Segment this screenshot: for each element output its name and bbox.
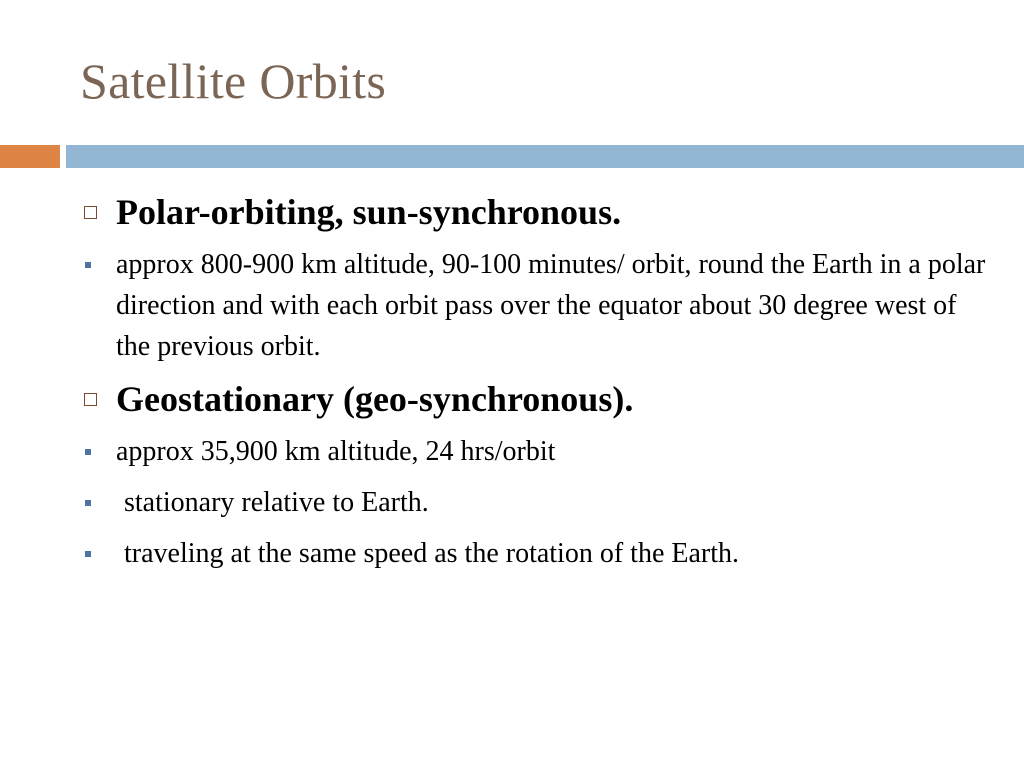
bullet-item-polar-details — [80, 244, 990, 367]
bullet-text: traveling at the same speed as the rotation of the Earth. — [124, 538, 740, 569]
bullet-text: Polar-orbiting, sun-synchronous. — [116, 192, 622, 232]
bullet-item-geostationary — [80, 377, 990, 421]
bullet-text: stationary relative to Earth. — [124, 487, 429, 518]
square-bullet-icon — [85, 500, 91, 506]
bullet-text: approx 35,900 km altitude, 24 hrs/orbit — [116, 436, 556, 467]
square-bullet-icon — [85, 262, 91, 268]
bullet-item-geo-altitude — [80, 431, 990, 472]
bullet-item-polar-orbiting — [80, 190, 990, 234]
slide-title: Satellite Orbits — [80, 53, 387, 109]
square-bullet-icon — [85, 551, 91, 557]
title-rule-bar — [66, 145, 1024, 168]
bullet-text: approx 800-900 km altitude, 90-100 minutes/ orbit, round the Earth in a polar direction and with each orbit pass over the equator about 30 degree west of the previous orbit. — [116, 249, 986, 362]
bullet-text: Geostationary (geo-synchronous). — [116, 379, 634, 419]
square-bullet-icon — [85, 449, 91, 455]
hollow-square-bullet-icon — [84, 393, 97, 406]
hollow-square-bullet-icon — [84, 206, 97, 219]
bullet-item-geo-speed — [80, 533, 990, 574]
bullet-item-geo-stationary — [80, 482, 990, 523]
bullet-list — [80, 190, 990, 584]
accent-bar — [0, 145, 60, 168]
